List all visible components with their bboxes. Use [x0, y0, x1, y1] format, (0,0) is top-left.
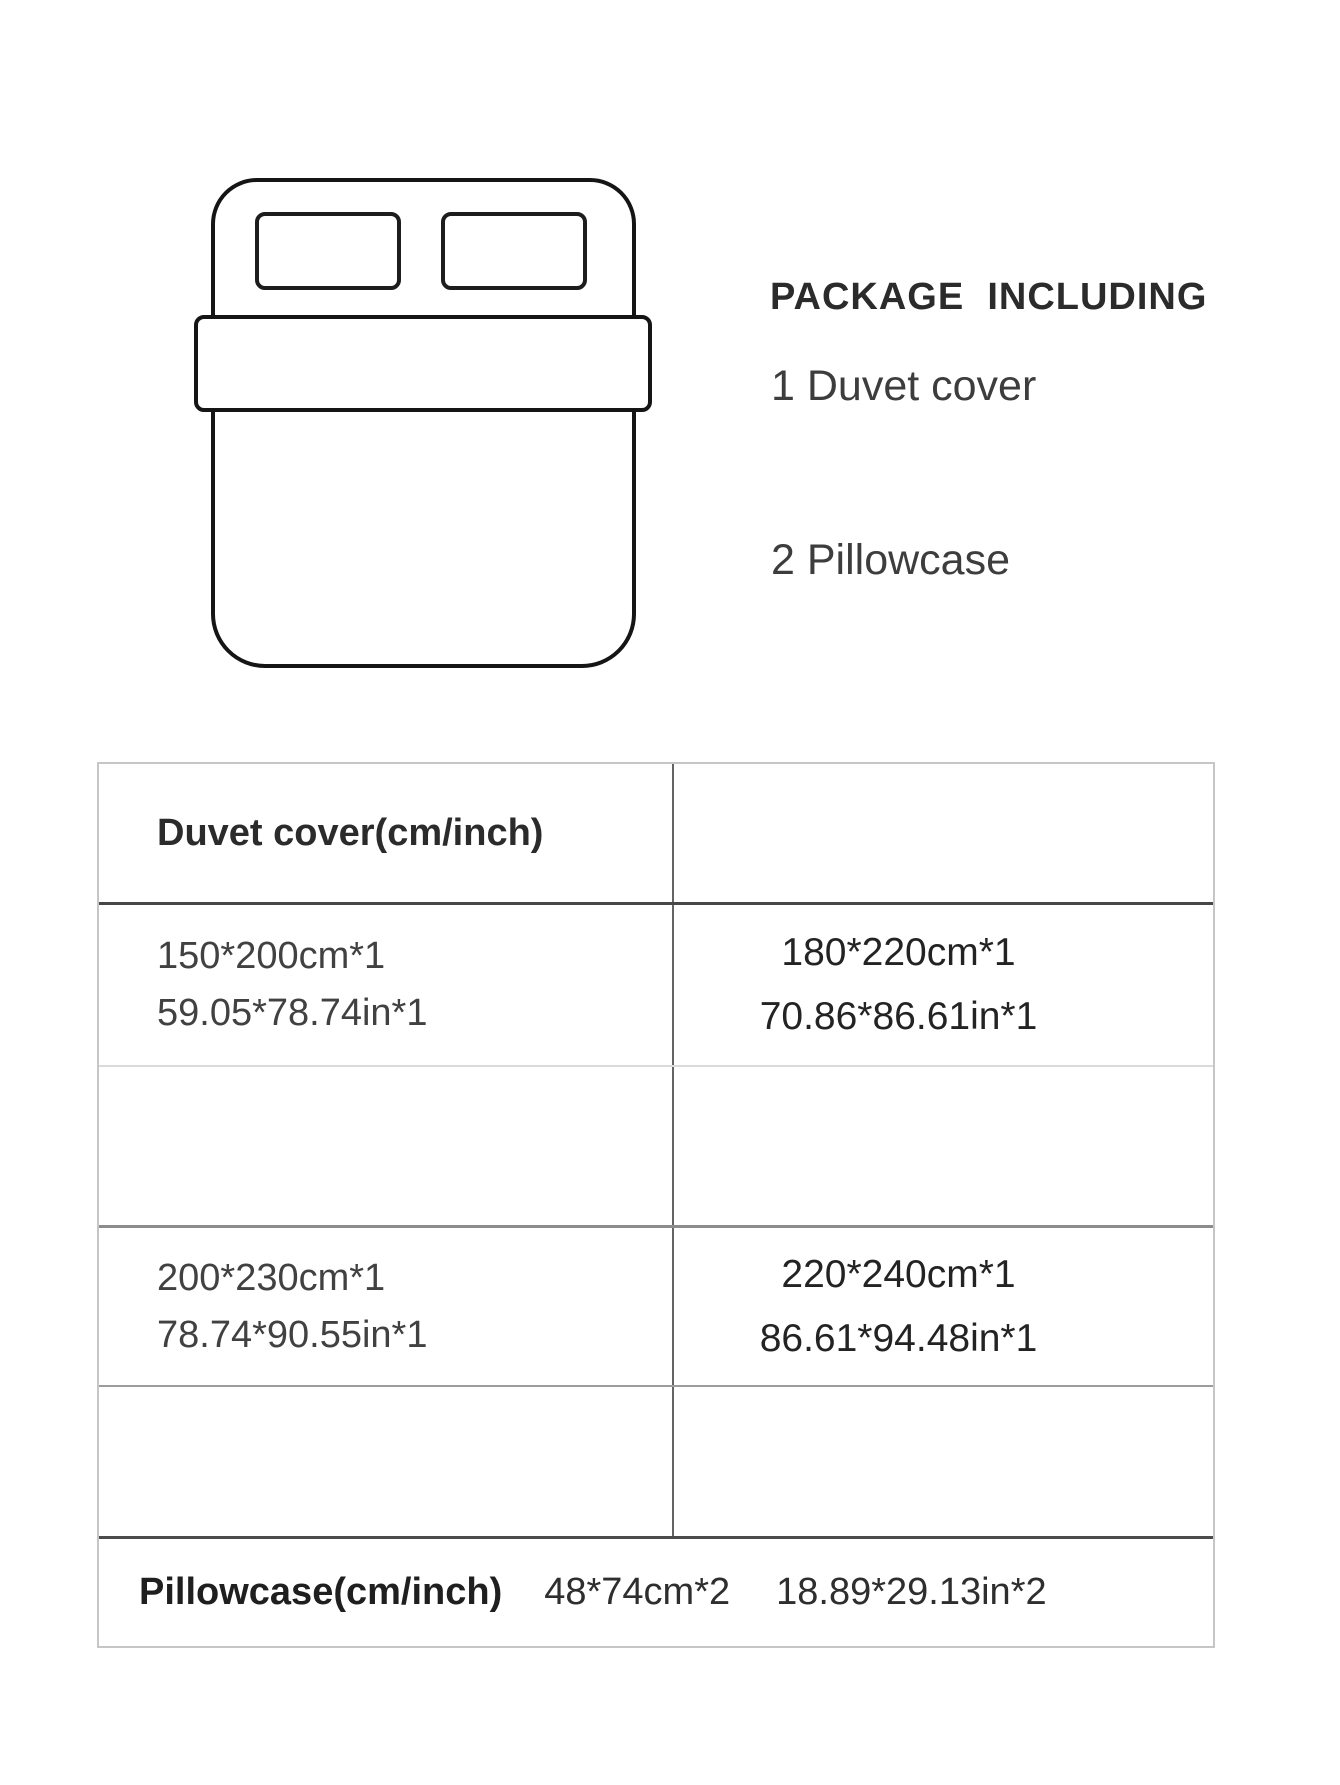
duvet-size1-left-cm: 150*200cm*1: [157, 935, 386, 977]
package-item-duvet: 1 Duvet cover: [771, 362, 1037, 410]
duvet-size1-right-cell: [674, 905, 1213, 1065]
table-row-header: [99, 764, 1213, 905]
duvet-header-label: Duvet cover(cm/inch): [157, 811, 544, 854]
pillowcase-inch: 18.89*29.13in*2: [776, 1571, 1047, 1613]
duvet-size1-right-inch: 70.86*86.61in*1: [759, 995, 1038, 1038]
spacer1-left-cell: [99, 1067, 674, 1225]
spacer2-left-cell: [99, 1387, 674, 1536]
pillowcase-label: Pillowcase(cm/inch): [139, 1571, 503, 1613]
duvet-size1-left-cell: [99, 905, 674, 1065]
pillowcase-cm: 48*74cm*2: [544, 1571, 731, 1613]
table-row-duvet-size-1: [99, 905, 1213, 1067]
duvet-size1-left-inch: 59.05*78.74in*1: [157, 992, 428, 1034]
spacer1-right-cell: [674, 1067, 1213, 1225]
pillow-left-icon: [255, 212, 401, 290]
duvet-size1-right-cm: 180*220cm*1: [781, 931, 1016, 974]
table-row-pillowcase: [99, 1539, 1213, 1646]
package-including-title: PACKAGE INCLUDING: [770, 276, 1208, 318]
header-empty-cell: [674, 764, 1213, 902]
table-row-spacer-2: [99, 1387, 1213, 1539]
duvet-size2-right-inch: 86.61*94.48in*1: [759, 1316, 1038, 1360]
duvet-size2-left-cell: [99, 1228, 674, 1385]
duvet-size2-left-cm: 200*230cm*1: [157, 1256, 386, 1299]
spacer2-right-cell: [674, 1387, 1213, 1536]
folded-sheet-icon: [194, 315, 652, 412]
duvet-size2-right-cm: 220*240cm*1: [781, 1252, 1016, 1296]
duvet-header-cell: [99, 764, 674, 902]
table-row-duvet-size-2: [99, 1228, 1213, 1387]
table-row-spacer-1: [99, 1067, 1213, 1228]
duvet-size2-left-inch: 78.74*90.55in*1: [157, 1313, 428, 1356]
package-item-pillowcase: 2 Pillowcase: [771, 536, 1010, 584]
duvet-size2-right-cell: [674, 1228, 1213, 1385]
pillow-right-icon: [441, 212, 587, 290]
size-table: [97, 762, 1215, 1648]
